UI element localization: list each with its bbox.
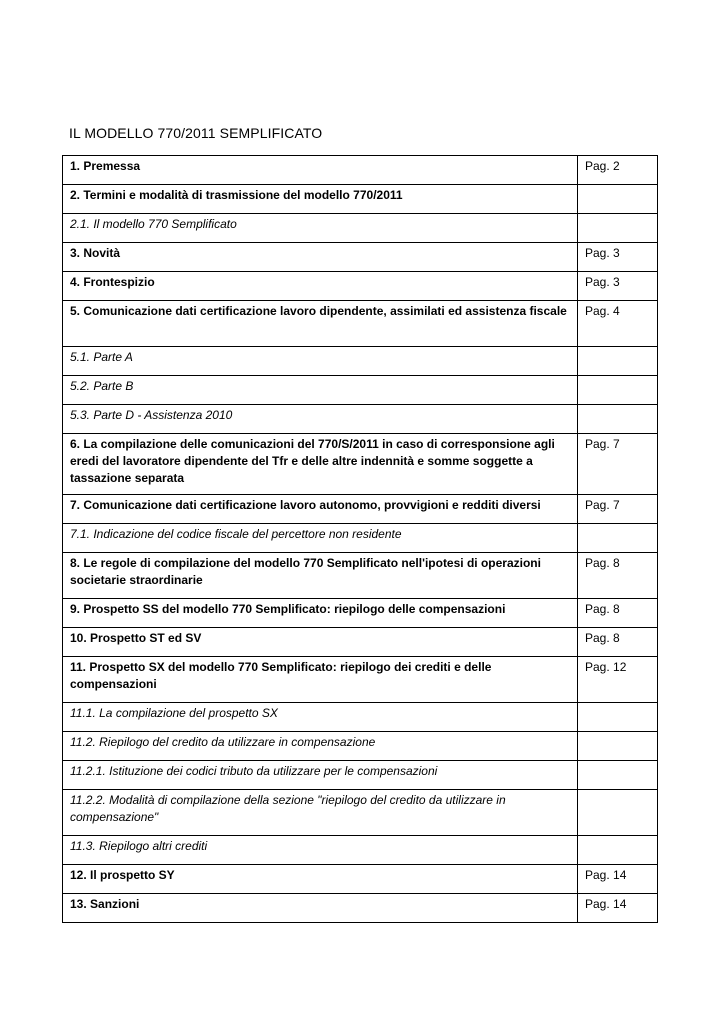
document-title: IL MODELLO 770/2011 SEMPLIFICATO	[69, 125, 323, 141]
toc-entry-title: 5. Comunicazione dati certificazione lavoro dipendente, assimilati ed assistenza fiscale	[63, 301, 578, 347]
toc-entry-title: 5.1. Parte A	[63, 347, 578, 376]
table-row	[63, 790, 658, 836]
toc-entry-page	[578, 836, 658, 865]
toc-entry-page	[578, 347, 658, 376]
toc-entry-page	[578, 703, 658, 732]
toc-entry-title: 2. Termini e modalità di trasmissione del modello 770/2011	[63, 185, 578, 214]
toc-entry-page: Pag. 3	[578, 243, 658, 272]
toc-entry-title: 8. Le regole di compilazione del modello 770 Semplificato nell'ipotesi di operazioni societarie straordinarie	[63, 553, 578, 599]
table-row	[63, 434, 658, 495]
toc-entry-title: 5.3. Parte D - Assistenza 2010	[63, 405, 578, 434]
toc-entry-title: 11.3. Riepilogo altri crediti	[63, 836, 578, 865]
table-row	[63, 524, 658, 553]
toc-entry-title: 5.2. Parte B	[63, 376, 578, 405]
toc-entry-title: 3. Novità	[63, 243, 578, 272]
toc-entry-page: Pag. 8	[578, 553, 658, 599]
toc-entry-page: Pag. 7	[578, 434, 658, 495]
toc-entry-page: Pag. 8	[578, 628, 658, 657]
table-row	[63, 301, 658, 347]
toc-entry-title: 4. Frontespizio	[63, 272, 578, 301]
toc-entry-title: 11.1. La compilazione del prospetto SX	[63, 703, 578, 732]
toc-entry-title: 10. Prospetto ST ed SV	[63, 628, 578, 657]
toc-entry-page: Pag. 3	[578, 272, 658, 301]
toc-entry-page	[578, 376, 658, 405]
toc-entry-page: Pag. 4	[578, 301, 658, 347]
table-row	[63, 657, 658, 703]
table-row	[63, 405, 658, 434]
toc-entry-title: 11.2.1. Istituzione dei codici tributo da utilizzare per le compensazioni	[63, 761, 578, 790]
toc-entry-page: Pag. 14	[578, 894, 658, 923]
table-row	[63, 894, 658, 923]
table-of-contents	[62, 155, 658, 923]
toc-entry-page	[578, 185, 658, 214]
toc-entry-title: 11.2. Riepilogo del credito da utilizzare in compensazione	[63, 732, 578, 761]
table-row	[63, 703, 658, 732]
table-row	[63, 599, 658, 628]
toc-entry-title: 11. Prospetto SX del modello 770 Semplificato: riepilogo dei crediti e delle compensazioni	[63, 657, 578, 703]
table-row	[63, 347, 658, 376]
toc-entry-title: 12. Il prospetto SY	[63, 865, 578, 894]
toc-entry-title: 11.2.2. Modalità di compilazione della sezione "riepilogo del credito da utilizzare in compensazione"	[63, 790, 578, 836]
toc-entry-title: 7. Comunicazione dati certificazione lavoro autonomo, provvigioni e redditi diversi	[63, 495, 578, 524]
table-row	[63, 761, 658, 790]
toc-entry-page: Pag. 2	[578, 156, 658, 185]
toc-entry-page	[578, 405, 658, 434]
toc-entry-title: 1. Premessa	[63, 156, 578, 185]
table-row	[63, 185, 658, 214]
toc-entry-page: Pag. 8	[578, 599, 658, 628]
toc-entry-title: 13. Sanzioni	[63, 894, 578, 923]
table-row	[63, 553, 658, 599]
table-row	[63, 243, 658, 272]
toc-entry-page	[578, 761, 658, 790]
table-row	[63, 836, 658, 865]
toc-entry-title: 9. Prospetto SS del modello 770 Semplificato: riepilogo delle compensazioni	[63, 599, 578, 628]
toc-entry-page	[578, 214, 658, 243]
table-row	[63, 865, 658, 894]
table-row	[63, 628, 658, 657]
toc-entry-title: 2.1. Il modello 770 Semplificato	[63, 214, 578, 243]
toc-entry-page: Pag. 14	[578, 865, 658, 894]
toc-entry-page	[578, 524, 658, 553]
toc-entry-page: Pag. 12	[578, 657, 658, 703]
table-row	[63, 495, 658, 524]
toc-entry-title: 7.1. Indicazione del codice fiscale del percettore non residente	[63, 524, 578, 553]
table-row	[63, 272, 658, 301]
table-row	[63, 732, 658, 761]
toc-entry-page: Pag. 7	[578, 495, 658, 524]
toc-entry-title: 6. La compilazione delle comunicazioni del 770/S/2011 in caso di corresponsione agli eredi del lavoratore dipendente del Tfr e delle altre indennità e somme soggette a tassazione separata	[63, 434, 578, 495]
table-row	[63, 156, 658, 185]
toc-entry-page	[578, 732, 658, 761]
table-row	[63, 376, 658, 405]
table-row	[63, 214, 658, 243]
toc-entry-page	[578, 790, 658, 836]
toc-body	[63, 156, 658, 923]
